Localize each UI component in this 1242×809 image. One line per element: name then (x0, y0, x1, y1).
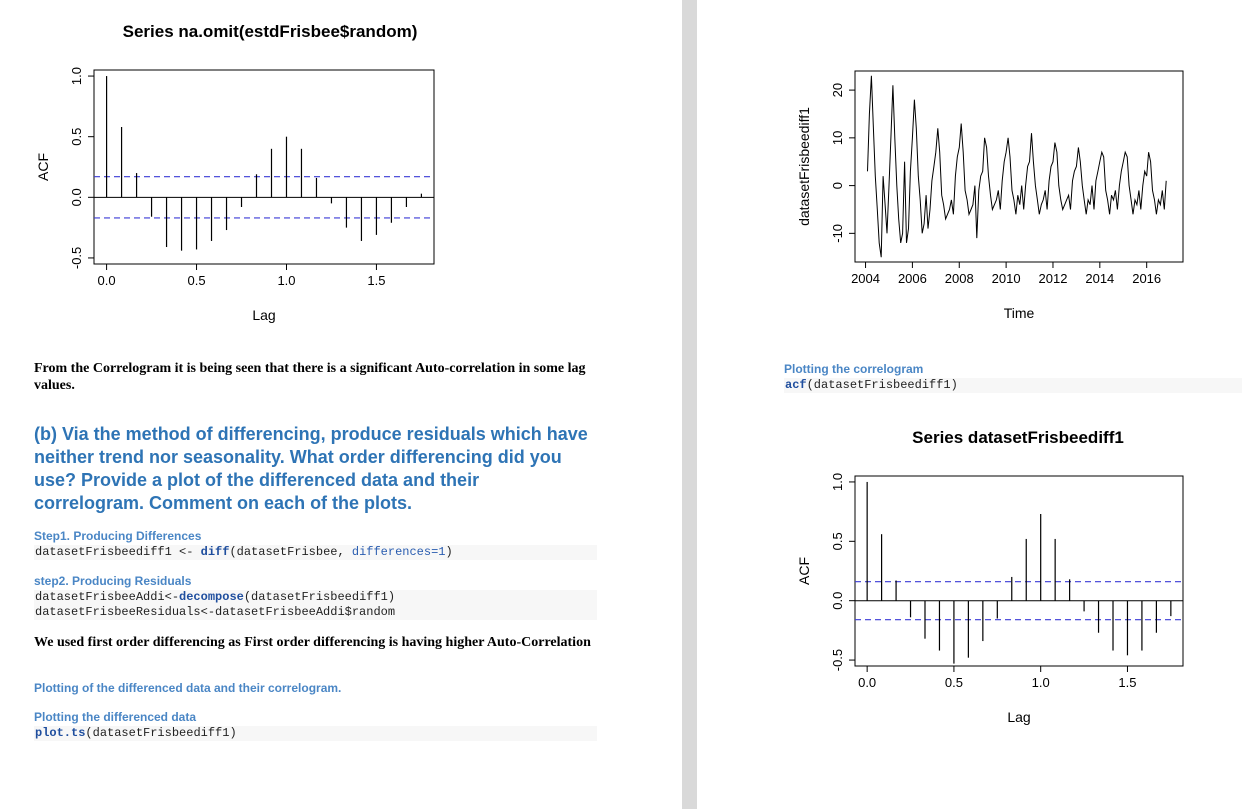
acf-random-x-tick-label: 0.5 (187, 273, 206, 288)
step1-code-func: diff (200, 545, 230, 559)
acf-diff-x-tick-label: 1.5 (1118, 675, 1137, 690)
correlogram-code-func: acf (785, 378, 807, 392)
step1-code-prefix: datasetFrisbeediff1 <- (35, 545, 201, 559)
acf-diff-title: Series datasetFrisbeediff1 (912, 428, 1124, 447)
plot-diff-code-func: plot.ts (35, 726, 86, 740)
ts-diff-x-tick-label: 2004 (851, 271, 881, 286)
plotting-heading: Plotting of the differenced data and their correlogram. (34, 681, 342, 695)
conclusion-text: We used first order differencing as First order differencing is having higher Auto-Correlation (34, 635, 591, 650)
acf-diff-y-tick-label: -0.5 (830, 648, 845, 672)
acf-diff-y-tick-label: 0.5 (830, 532, 845, 551)
ts-diff-x-tick-label: 2008 (944, 271, 974, 286)
ts-diff-x-tick-label: 2014 (1085, 271, 1115, 286)
step2-code-prefix: datasetFrisbeeAddi<- (35, 590, 180, 604)
acf-random-x-tick-label: 1.0 (277, 273, 296, 288)
acf-random-title: Series na.omit(estdFrisbee$random) (122, 22, 418, 41)
ts-diff-x-tick-label: 2006 (897, 271, 927, 286)
acf-diff-x-axis-label: Lag (1007, 709, 1031, 725)
ts-diff-x-axis-label: Time (1003, 305, 1035, 321)
acf-diff-x-tick-label: 1.0 (1031, 675, 1050, 690)
ts-diff-y-tick-label: -10 (830, 223, 845, 243)
question-heading: (b) Via the method of differencing, produce residuals which have neither trend nor seasonality. What order differencing did you use? Provide a plot of the differenced data and their correlogram. Comment on each of the plots. (34, 424, 588, 513)
acf-random-y-tick-label: 1.0 (69, 67, 84, 86)
step1-code-suffix: ) (445, 545, 453, 559)
acf-random-x-tick-label: 0.0 (97, 273, 116, 288)
step2-label: step2. Producing Residuals (34, 574, 192, 588)
right-page (697, 0, 1242, 809)
acf-random-y-axis-label: ACF (35, 153, 51, 181)
acf-diff-y-tick-label: 0.0 (830, 591, 845, 610)
ts-diff-y-tick-label: 20 (830, 82, 845, 98)
acf-random-x-tick-label: 1.5 (367, 273, 386, 288)
correlogram-note: From the Correlogram it is being seen that there is a significant Auto-correlation in some lag values. (34, 361, 586, 393)
acf-diff-plot-frame (855, 476, 1183, 666)
ts-diff-y-tick-label: 10 (830, 130, 845, 146)
ts-diff-y-tick-label: 0 (830, 181, 845, 190)
step1-code-middle: (datasetFrisbee, (229, 545, 352, 559)
correlogram-label: Plotting the correlogram (784, 362, 924, 376)
ts-diff-y-axis-label: datasetFrisbeediff1 (796, 107, 812, 226)
ts-diff-x-tick-label: 2010 (991, 271, 1021, 286)
correlogram-code (784, 378, 1242, 393)
acf-diff-chart (697, 410, 1242, 750)
acf-random-y-tick-label: 0.0 (69, 188, 84, 207)
acf-diff-x-tick-label: 0.0 (858, 675, 877, 690)
acf-diff-y-tick-label: 1.0 (830, 472, 845, 491)
acf-random-chart (0, 0, 682, 340)
ts-diff-series-line (868, 76, 1167, 257)
acf-random-y-tick-label: 0.5 (69, 127, 84, 146)
plot-diff-code-suffix: (datasetFrisbeediff1) (85, 726, 237, 740)
acf-random-plot-frame (94, 70, 434, 264)
acf-diff-y-axis-label: ACF (796, 557, 812, 585)
step2-code-suffix: (datasetFrisbeediff1) (243, 590, 396, 604)
step1-code-arg: differences=1 (351, 545, 446, 559)
acf-diff-x-tick-label: 0.5 (944, 675, 963, 690)
ts-diff-x-tick-label: 2012 (1038, 271, 1068, 286)
ts-diff-x-tick-label: 2016 (1132, 271, 1162, 286)
correlogram-code-suffix: (datasetFrisbeediff1) (806, 378, 958, 392)
step2-code-line2: datasetFrisbeeResiduals<-datasetFrisbeeAddi$random (34, 605, 597, 620)
step1-code (34, 545, 597, 560)
step1-label: Step1. Producing Differences (34, 529, 202, 543)
step2-code-line1 (34, 590, 597, 605)
plot-diff-code (34, 726, 597, 741)
acf-random-x-axis-label: Lag (252, 307, 276, 323)
ts-diff-chart (697, 0, 1242, 340)
plot-diff-label: Plotting the differenced data (34, 710, 197, 724)
acf-random-y-tick-label: -0.5 (69, 246, 84, 270)
step2-code-func: decompose (179, 590, 244, 604)
page-gutter (682, 0, 697, 809)
